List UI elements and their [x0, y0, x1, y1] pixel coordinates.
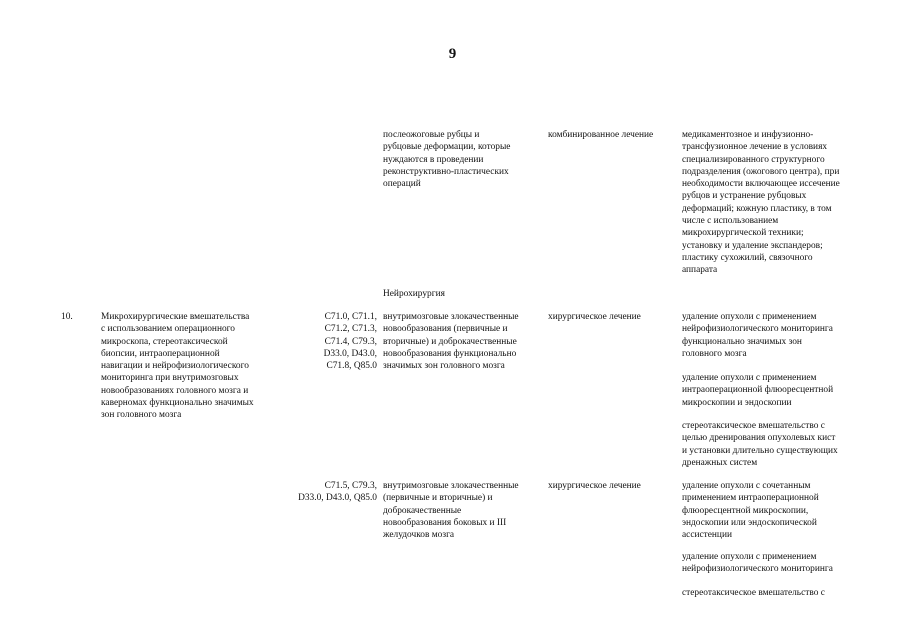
page-number: 9 [448, 46, 457, 62]
cont-method-cell: медикаментозное и инфузионно- трансфузионное лечение в условиях специализированного структурного подразделения (ожогового центра), при необходимости включающее иссечение рубцов и устранение рубцовых деформаций; кожную пластику, в том числе с использованием микрохирургической техники; установку и удаление экспандеров; пластику сухожилий, связочного аппарата [682, 130, 840, 276]
treatment-method-cell: удаление опухоли с применением нейрофизиологического мониторинга [682, 552, 833, 575]
treatment-type-cell: хирургическое лечение [548, 481, 641, 491]
cont-treatment-type-cell: комбинированное лечение [548, 130, 654, 140]
patient-model-cell: внутримозговые злокачественные новообразования (первичные и вторичные) и доброкачественные новообразования функционально значимых зон головного мозга [383, 312, 519, 372]
patient-model-cell: внутримозговые злокачественные (первичные и вторичные) и доброкачественные новообразования боковых и III желудочков мозга [383, 481, 519, 541]
row-name-cell: Микрохирургические вмешательства с использованием операционного микроскопа, стереотаксической биопсии, интраоперационной навигации и нейрофизиологического мониторинга при внутримозговых новообразованиях головного мозга и каверномах функционально значимых зон головного мозга [101, 312, 254, 421]
icd-codes-cell: C71.0, C71.1, C71.2, C71.3, C71.4, C79.3, D33.0, D43.0, C71.8, Q85.0 [323, 312, 377, 372]
treatment-method-cell: удаление опухоли с применением нейрофизиологического мониторинга функционально значимых зон головного мозга [682, 312, 833, 359]
treatment-method-cell: стереотаксическое вмешательство с [682, 588, 825, 598]
treatment-method-cell: стереотаксическое вмешательство с целью дренирования опухолевых кист и установки длительно существующих дренажных систем [682, 421, 838, 468]
icd-codes-cell: C71.5, C79.3, D33.0, D43.0, Q85.0 [298, 481, 377, 504]
treatment-method-cell: удаление опухоли с применением интраоперационной флюоресцентной микроскопии и эндоскопии [682, 373, 834, 408]
cont-model-cell: послеожоговые рубцы и рубцовые деформации, которые нуждаются в проведении реконструктивно-пластических операций [383, 130, 511, 190]
treatment-method-cell: удаление опухоли с сочетанным применением интраоперационной флюоресцентной микроскопии, эндоскопии или эндоскопической ассистенции [682, 481, 819, 541]
section-title: Нейрохирургия [383, 289, 445, 299]
row-number: 10. [61, 312, 73, 322]
treatment-type-cell: хирургическое лечение [548, 312, 641, 322]
